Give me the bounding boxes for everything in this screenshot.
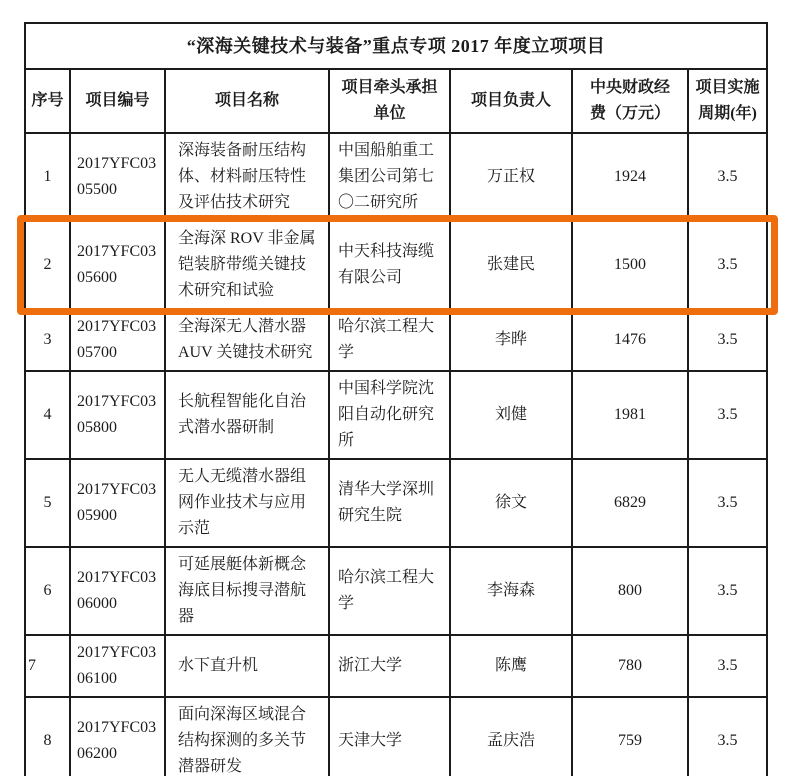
cell-leader: 徐文 <box>450 459 572 547</box>
cell-leader: 陈鹰 <box>450 635 572 697</box>
cell-leader: 李海森 <box>450 547 572 635</box>
cell-funding: 1981 <box>572 371 688 459</box>
cell-seq: 7 <box>25 635 70 697</box>
header-row <box>25 69 767 133</box>
cell-period: 3.5 <box>688 371 767 459</box>
cell-project-id: 2017YFC0305900 <box>70 459 165 547</box>
cell-project-name: 长航程智能化自治式潜水器研制 <box>165 371 329 459</box>
cell-lead-unit: 哈尔滨工程大学 <box>329 547 450 635</box>
cell-project-name: 深海装备耐压结构体、材料耐压特性及评估技术研究 <box>165 133 329 221</box>
cell-project-id: 2017YFC0305600 <box>70 221 165 309</box>
cell-funding: 759 <box>572 697 688 776</box>
cell-project-id: 2017YFC0306100 <box>70 635 165 697</box>
column-header-leader: 项目负责人 <box>450 69 572 133</box>
cell-project-id: 2017YFC0305700 <box>70 309 165 371</box>
cell-period: 3.5 <box>688 221 767 309</box>
cell-seq: 4 <box>25 371 70 459</box>
cell-lead-unit: 中国船舶重工集团公司第七〇二研究所 <box>329 133 450 221</box>
cell-seq: 8 <box>25 697 70 776</box>
cell-period: 3.5 <box>688 547 767 635</box>
cell-leader: 刘健 <box>450 371 572 459</box>
cell-project-name: 面向深海区域混合结构探测的多关节潜器研发 <box>165 697 329 776</box>
cell-seq: 5 <box>25 459 70 547</box>
cell-lead-unit: 中国科学院沈阳自动化研究所 <box>329 371 450 459</box>
cell-project-name: 无人无缆潜水器组网作业技术与应用示范 <box>165 459 329 547</box>
cell-lead-unit: 天津大学 <box>329 697 450 776</box>
cell-project-name: 全海深无人潜水器 AUV 关键技术研究 <box>165 309 329 371</box>
cell-seq: 6 <box>25 547 70 635</box>
column-header-project-name: 项目名称 <box>165 69 329 133</box>
cell-seq: 1 <box>25 133 70 221</box>
cell-project-name: 可延展艇体新概念海底目标搜寻潜航器 <box>165 547 329 635</box>
cell-leader: 万正权 <box>450 133 572 221</box>
cell-seq: 2 <box>25 221 70 309</box>
cell-project-name: 全海深 ROV 非金属铠装脐带缆关键技术研究和试验 <box>165 221 329 309</box>
table-row <box>25 547 767 635</box>
cell-project-id: 2017YFC0305800 <box>70 371 165 459</box>
cell-project-id: 2017YFC0306200 <box>70 697 165 776</box>
table-row <box>25 635 767 697</box>
cell-period: 3.5 <box>688 133 767 221</box>
cell-lead-unit: 清华大学深圳研究生院 <box>329 459 450 547</box>
table-row <box>25 459 767 547</box>
table-row <box>25 133 767 221</box>
cell-period: 3.5 <box>688 697 767 776</box>
column-header-funding: 中央财政经费（万元） <box>572 69 688 133</box>
cell-period: 3.5 <box>688 635 767 697</box>
table-row <box>25 309 767 371</box>
cell-seq: 3 <box>25 309 70 371</box>
cell-leader: 张建民 <box>450 221 572 309</box>
cell-funding: 800 <box>572 547 688 635</box>
column-header-period: 项目实施周期(年) <box>688 69 767 133</box>
cell-lead-unit: 浙江大学 <box>329 635 450 697</box>
table-row <box>25 697 767 776</box>
cell-funding: 1476 <box>572 309 688 371</box>
table-row <box>25 221 767 309</box>
column-header-lead-unit: 项目牵头承担单位 <box>329 69 450 133</box>
cell-project-id: 2017YFC0305500 <box>70 133 165 221</box>
cell-period: 3.5 <box>688 309 767 371</box>
cell-funding: 1924 <box>572 133 688 221</box>
cell-project-name: 水下直升机 <box>165 635 329 697</box>
table-row <box>25 371 767 459</box>
column-header-seq: 序号 <box>25 69 70 133</box>
cell-funding: 6829 <box>572 459 688 547</box>
cell-leader: 李晔 <box>450 309 572 371</box>
cell-funding: 1500 <box>572 221 688 309</box>
cell-funding: 780 <box>572 635 688 697</box>
cell-leader: 孟庆浩 <box>450 697 572 776</box>
cell-period: 3.5 <box>688 459 767 547</box>
title-row <box>25 23 767 69</box>
cell-lead-unit: 中天科技海缆有限公司 <box>329 221 450 309</box>
cell-project-id: 2017YFC0306000 <box>70 547 165 635</box>
projects-table <box>24 22 768 776</box>
cell-lead-unit: 哈尔滨工程大学 <box>329 309 450 371</box>
table-title: “深海关键技术与装备”重点专项 2017 年度立项项目 <box>25 23 767 69</box>
column-header-project-id: 项目编号 <box>70 69 165 133</box>
